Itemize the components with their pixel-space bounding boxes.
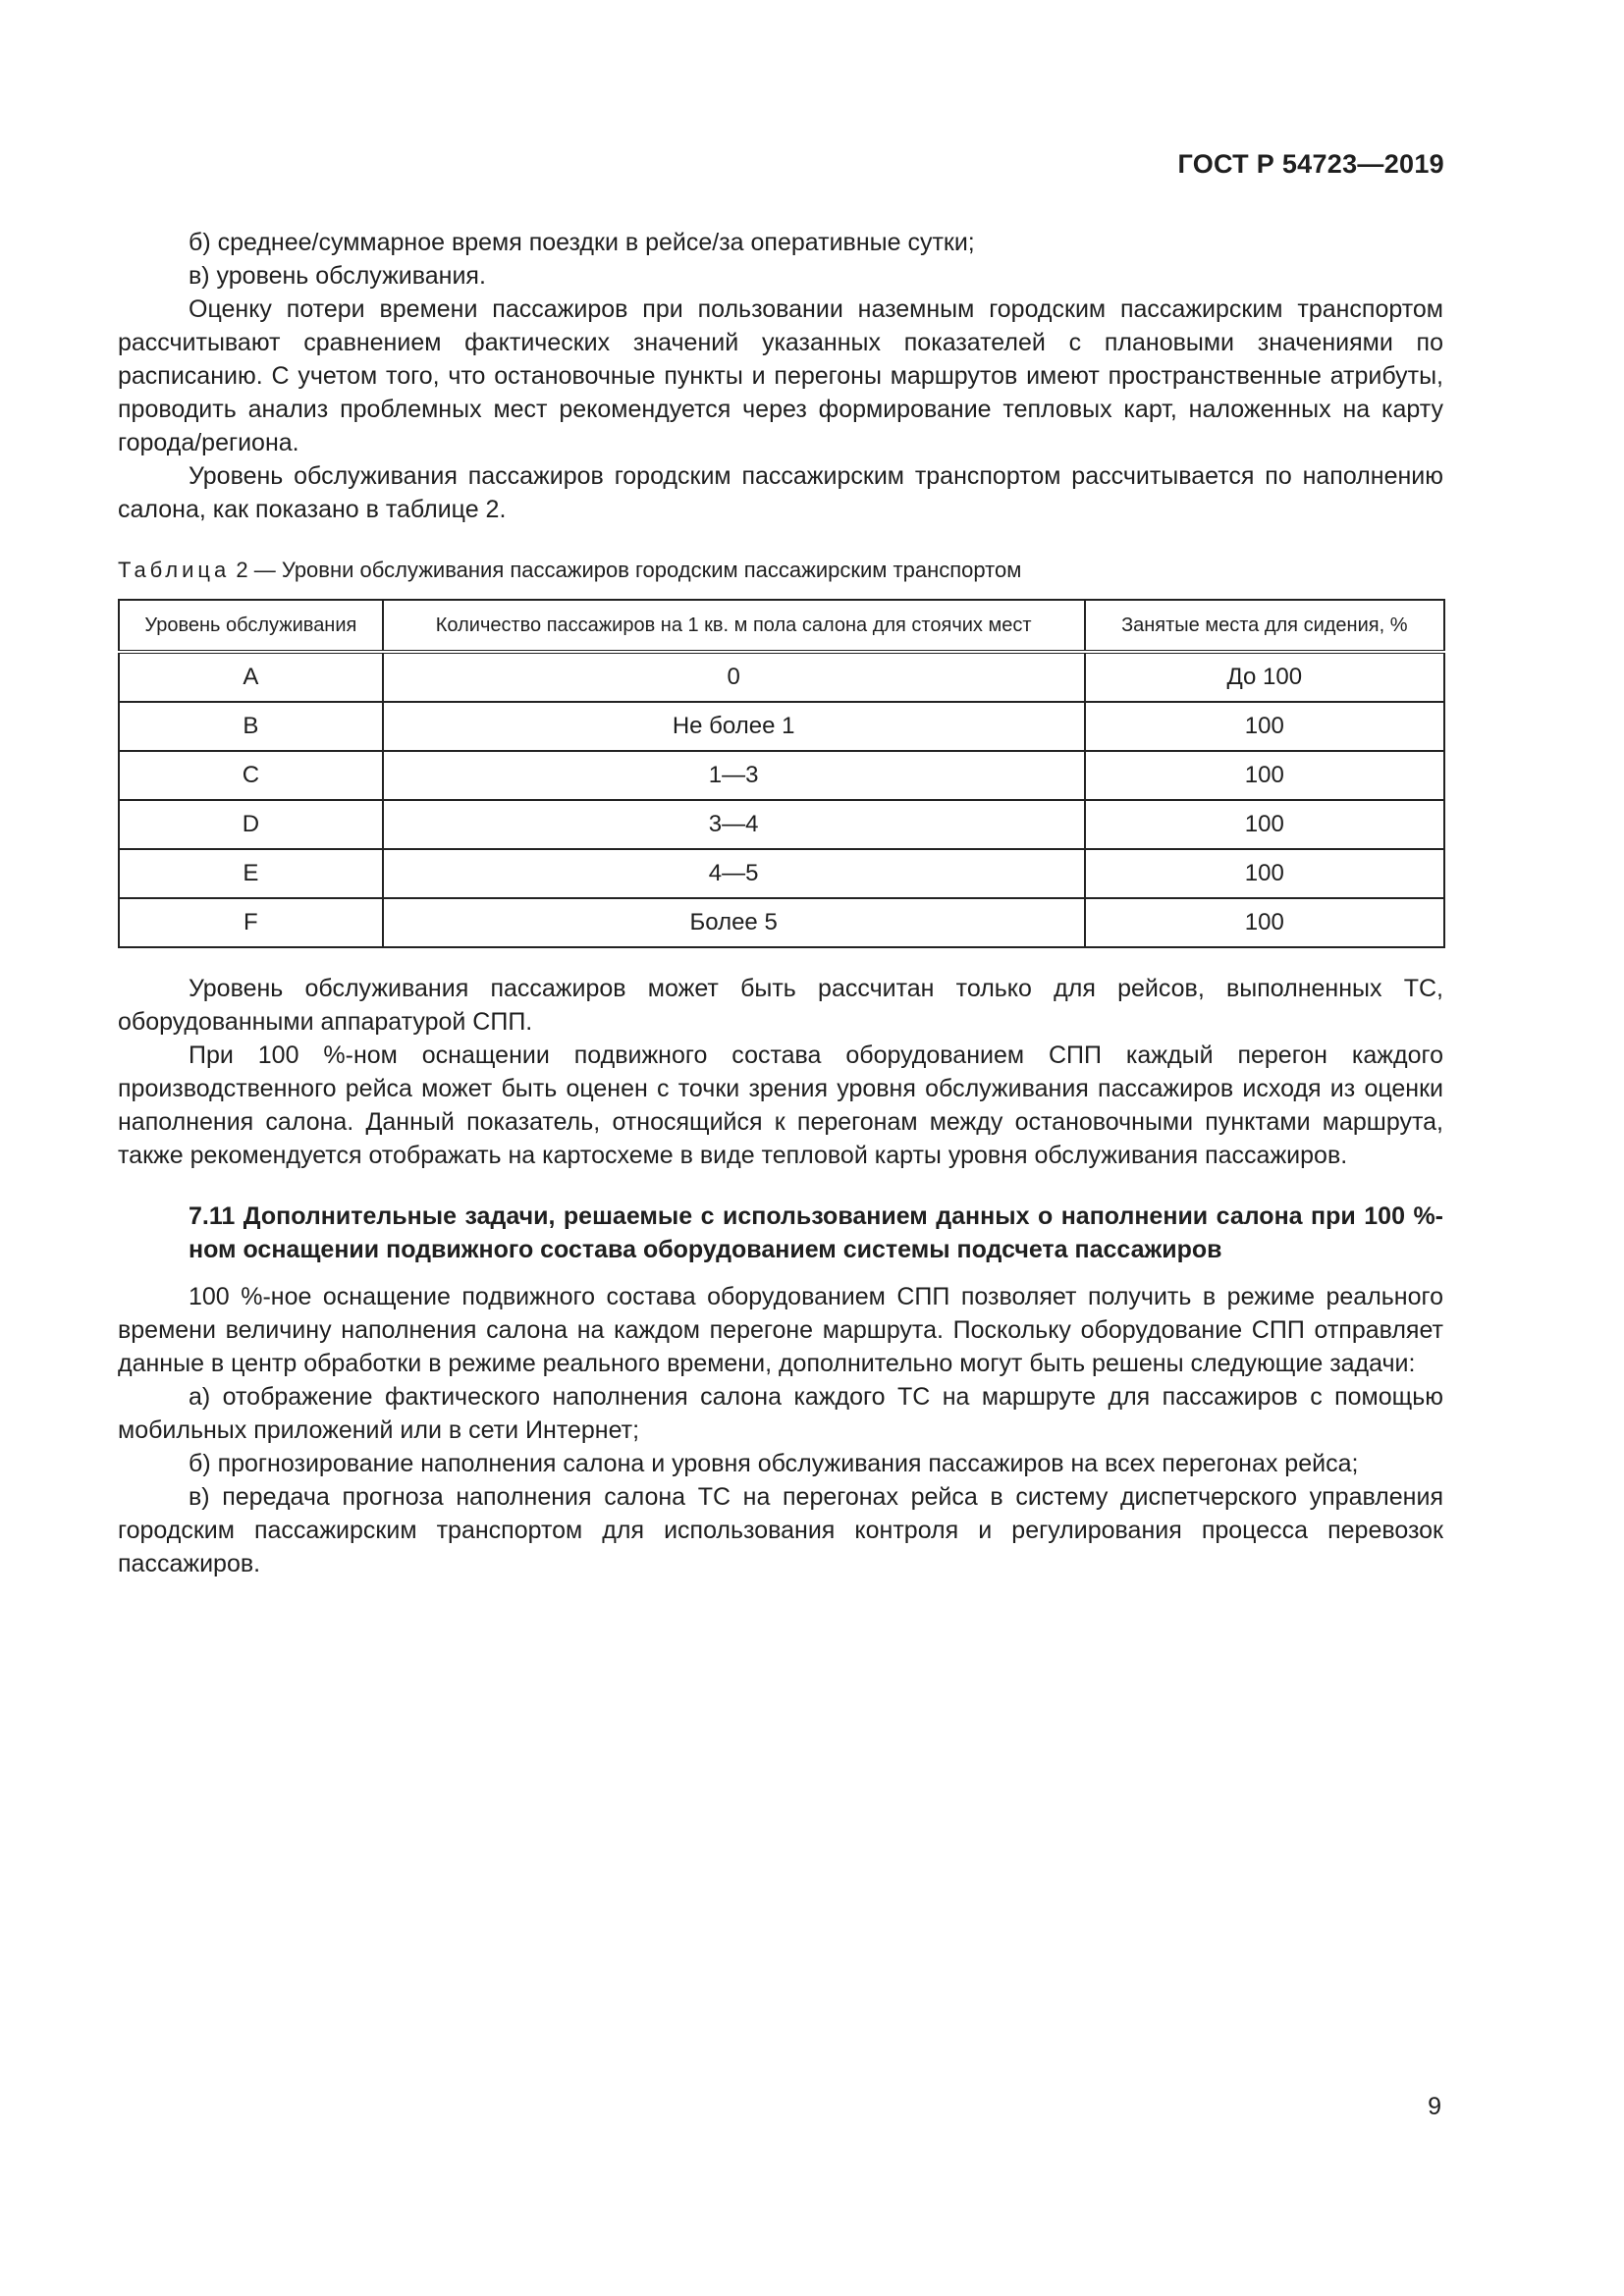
table-cell: 100: [1085, 898, 1444, 947]
table-cell: 1—3: [383, 751, 1085, 800]
table-cell: A: [119, 652, 383, 702]
list-item-b: б) прогнозирование наполнения салона и уровня обслуживания пассажиров на всех перегонах рейса;: [189, 1450, 1359, 1477]
table-row: [119, 898, 1444, 947]
table-cell: 100: [1085, 800, 1444, 849]
table-header-cell: Уровень обслуживания: [119, 600, 383, 652]
table-row: [119, 702, 1444, 751]
list-item-v: в) уровень обслуживания.: [189, 262, 486, 290]
paragraph-service-level-intro: Уровень обслуживания пассажиров городским пассажирским транспортом рассчитывается по наполнению салона, как показано в таблице 2.: [118, 462, 1443, 523]
document-code-header: ГОСТ Р 54723—2019: [1177, 149, 1444, 179]
table-row: [119, 849, 1444, 898]
table-cell: До 100: [1085, 652, 1444, 702]
table-header-cell: Занятые места для сидения, %: [1085, 600, 1444, 652]
table-cell: 3—4: [383, 800, 1085, 849]
table-cell: 100: [1085, 702, 1444, 751]
table-caption-prefix: Таблица: [118, 558, 231, 582]
table-cell: Более 5: [383, 898, 1085, 947]
table-caption-text: 2 — Уровни обслуживания пассажиров городским пассажирским транспортом: [230, 558, 1022, 582]
table-row: [119, 652, 1444, 702]
table-cell: 100: [1085, 751, 1444, 800]
table-caption: [118, 556, 1443, 585]
page-content: [118, 226, 1443, 1580]
paragraph-time-loss: Оценку потери времени пассажиров при пользовании наземным городским пассажирским транспортом рассчитывают сравнением фактических значений указанных показателей с плановыми значениями по расписанию. С учетом того, что остановочные пункты и перегоны маршрутов имеют пространственные атрибуты, проводить анализ проблемных мест рекомендуется через формирование тепловых карт, наложенных на карту города/региона.: [118, 295, 1443, 456]
table-header-cell: Количество пассажиров на 1 кв. м пола салона для стоячих мест: [383, 600, 1085, 652]
table-cell: E: [119, 849, 383, 898]
page-number: 9: [1428, 2093, 1441, 2120]
table-cell: C: [119, 751, 383, 800]
table-row: [119, 751, 1444, 800]
table-cell: F: [119, 898, 383, 947]
table-header-row: [119, 600, 1444, 652]
list-item-v: в) передача прогноза наполнения салона ТС на перегонах рейса в систему диспетчерского управления городским пассажирским транспортом для использования контроля и регулирования процесса перевозок пассажиров.: [118, 1483, 1443, 1577]
table-row: [119, 800, 1444, 849]
list-item-a: а) отображение фактического наполнения салона каждого ТС на маршруте для пассажиров с помощью мобильных приложений или в сети Интернет;: [118, 1383, 1443, 1444]
table-cell: 4—5: [383, 849, 1085, 898]
after-table-block: [118, 972, 1443, 1172]
table-cell: Не более 1: [383, 702, 1085, 751]
paragraph-section-intro: 100 %-ное оснащение подвижного состава оборудованием СПП позволяет получить в режиме реального времени величину наполнения салона на каждом перегоне маршрута. Поскольку оборудование СПП отправляет данные в центр обработки в режиме реального времени, дополнительно могут быть решены следующие задачи:: [118, 1283, 1443, 1377]
table-cell: 0: [383, 652, 1085, 702]
table-cell: 100: [1085, 849, 1444, 898]
list-item-b: б) среднее/суммарное время поездки в рейсе/за оперативные сутки;: [189, 229, 975, 256]
service-levels-table: [118, 599, 1445, 948]
paragraph-full-equipment: При 100 %-ном оснащении подвижного состава оборудованием СПП каждый перегон каждого производственного рейса может быть оценен с точки зрения уровня обслуживания пассажиров исходя из оценки наполнения салона. Данный показатель, относящийся к перегонам между остановочными пунктами маршрута, также рекомендуется отображать на картосхеме в виде тепловой карты уровня обслуживания пассажиров.: [118, 1041, 1443, 1169]
table-cell: B: [119, 702, 383, 751]
section-heading-7-11: 7.11 Дополнительные задачи, решаемые с использованием данных о наполнении салона при 100 %-ном оснащении подвижного состава оборудованием системы подсчета пассажиров: [189, 1202, 1443, 1263]
paragraph-service-level-calc: Уровень обслуживания пассажиров может быть рассчитан только для рейсов, выполненных ТС, оборудованными аппаратурой СПП.: [118, 975, 1443, 1036]
table-cell: D: [119, 800, 383, 849]
